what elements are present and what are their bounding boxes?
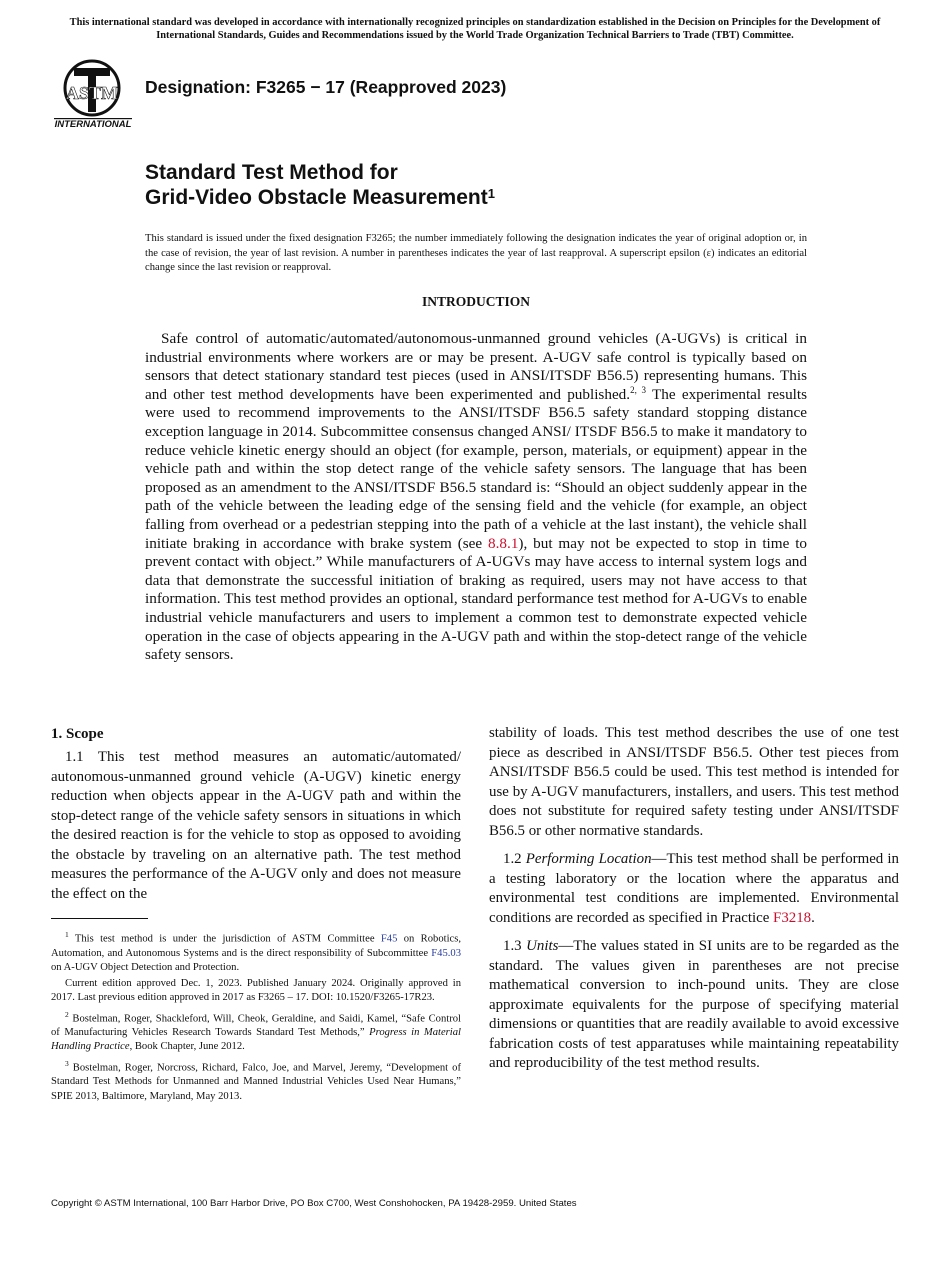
paragraph-1-2-number: 1.2 <box>503 851 526 867</box>
document-title <box>145 160 495 210</box>
paragraph-1-3-number: 1.3 <box>503 938 527 954</box>
paragraph-1-2-term: Performing Location <box>525 851 652 867</box>
top-note: This international standard was developed in accordance with internationally recognized principles on standardization established in the Decision on Principles for the Development of International Standards, Guides and Recommendations issued by the World Trade Organization Technical Barriers to Trade (TBT) Committee. <box>69 17 881 41</box>
paragraph-1-2-end: . <box>811 909 815 926</box>
title-line-1: Standard Test Method for <box>145 161 398 184</box>
designation: Designation: F3265 − 17 (Reapproved 2023) <box>145 77 507 97</box>
footnote-1 <box>51 928 461 975</box>
logo-subtext: INTERNATIONAL <box>54 119 132 130</box>
footnote-2 <box>51 1008 461 1055</box>
footnote-1-text-b: on Robotics, Automation, and Autonomous Systems and is the direct responsibility of Subcommittee <box>51 933 461 959</box>
paragraph-1-2 <box>489 850 899 928</box>
footnote-1-text-a: This test method is under the jurisdiction of ASTM Committee <box>68 933 381 945</box>
footnote-1-mark: 1 <box>65 930 69 939</box>
footnote-3-mark: 3 <box>65 1058 69 1068</box>
paragraph-1-3-text: —The values stated in SI units are to be regarded as the standard. The values given in parentheses are not precise mathematical conversion to inch-pound units. They are close approximate equivalents for the purpose of specifying material dimensions or quantities that are readily available to avoid excessive fabrication costs of test apparatuses while maintaining repeatability and reproducibility of the test method results. <box>489 938 899 1071</box>
introduction-heading: INTRODUCTION <box>421 294 530 309</box>
paragraph-1-3-term: Units <box>526 938 559 954</box>
footnote-divider <box>51 918 148 919</box>
logo-text: ASTM <box>65 83 119 103</box>
footnote-2-text-b: , Book Chapter, June 2012. <box>129 1041 245 1053</box>
link-f45[interactable]: F45 <box>380 933 398 945</box>
title-line-2 <box>145 185 495 210</box>
footnote-3 <box>51 1057 461 1104</box>
paragraph-1-1-continued: stability of loads. This test method describes the use of one test piece as described in ANSI/ITSDF B56.5. Other test pieces from ANSI/ITSDF B56.5 could be used. This test method is intended for use by A-UGV manufacturers, installers, and users. This test method does not substitute for required safety testing under ANSI/ITSDF B56.5 or other normative standards. <box>489 725 899 839</box>
paragraph-1-2-text: —This test method shall be performed in a testing laboratory or the location where the apparatus and environmental test conditions are implemented. Environmental conditions are recorded as specified in Practice <box>489 851 899 926</box>
astm-logo <box>52 56 136 132</box>
introduction-body <box>145 330 807 665</box>
link-f3218[interactable]: F3218 <box>773 909 812 926</box>
paragraph-1-1: 1.1 This test method measures an automatic/automated/ autonomous-unmanned ground vehicle (A-UGV) kinetic energy reduction when objects appear in the A-UGV path and within the stop-detect range of the vehicle safety sensors in situations in which the desired reaction is for the vehicle to stop as opposed to avoiding the obstacle by traveling on an alternative path. The test method measures the performance of the A-UGV only and does not measure the effect on the <box>51 749 461 902</box>
title-footnote-mark: 1 <box>487 186 495 201</box>
footnote-edition: Current edition approved Dec. 1, 2023. Published January 2024. Originally approved in 2017. Last previous edition approved in 2017 as F3265 – 17. DOI: 10.1520/F3265-17R23. <box>51 978 461 1004</box>
paragraph-1-3 <box>489 937 899 1074</box>
issue-note: This standard is issued under the fixed designation F3265; the number immediately following the designation indicates the year of original adoption or, in the case of revision, the year of last revision. A number in parentheses indicates the year of last reapproval. A superscript epsilon (ε) indicates an editorial change since the last revision or reapproval. <box>145 233 807 273</box>
right-column <box>489 724 899 1083</box>
section-heading-scope: 1. Scope <box>51 726 104 742</box>
footnote-2-mark: 2 <box>65 1009 69 1019</box>
intro-text-a: Safe control of automatic/automated/autonomous-unmanned ground vehicles (A-UGVs) is critical in industrial environments where workers are or may be present. A-UGV safe control is typically based on sensors that detect stationary standard test pieces (used in ANSI/ITSDF B56.5) representing humans. This and other test method developments have been experimented and published. <box>145 330 807 403</box>
left-column <box>51 724 461 913</box>
footnote-1-text-c: on A-UGV Object Detection and Protection. <box>51 961 240 973</box>
footnotes <box>51 928 461 1106</box>
footnote-3-text: Bostelman, Roger, Norcross, Richard, Falco, Joe, and Marvel, Jeremy, “Development of Standard Test Methods for Unmanned and Manned Industrial Vehicles Used Near Humans,” SPIE 2013, Baltimore, Maryland, May 2013. <box>51 1062 461 1102</box>
footnote-2-text-a: Bostelman, Roger, Shackleford, Will, Cheok, Geraldine, and Saidi, Kamel, “Safe Control of Manufacturing Vehicles Research Towards Standard Test Methods,” <box>51 1013 461 1039</box>
intro-text-b: The experimental results were used to recommend improvements to the ANSI/ITSDF B56.5 safety standard stopping distance exception language in 2014. Subcommittee consensus changed ANSI/ ITSDF B56.5 to make it mandatory to reduce vehicle kinetic energy should an object (for example, person, materials, or equipment) appear in the vehicle path and within the stop detect range of the vehicle safety sensors. The language that has been proposed as an amendment to the ANSI/ITSDF B56.5 standard is: “Should an object suddenly appear in the path of the vehicle between the leading edge of the sensing field and the vehicle (for example, an object falling from overhead or a pedestrian stepping into the path of a vehicle at the last instant), the vehicle shall initiate braking in accordance with brake system (see <box>145 385 808 552</box>
title-line-2-text: Grid-Video Obstacle Measurement <box>145 186 488 209</box>
copyright: Copyright © ASTM International, 100 Barr Harbor Drive, PO Box C700, West Conshohocken, PA 19428-2959. United States <box>51 1198 577 1209</box>
footnote-2-italic: Progress in Material Handling Practice <box>51 1027 461 1053</box>
section-link-8-8-1[interactable]: 8.8.1 <box>488 534 519 552</box>
link-f45-03[interactable]: F45.03 <box>431 947 461 959</box>
intro-text-c: ), but may not be expected to stop in time to prevent contact with object.” While manufacturers of A-UGVs may have access to internal system logs and data that demonstrate the successful initiation of braking as required, users may not have access to that information. This test method provides an optional, standard performance test method for A-UGVs to enable industrial vehicle manufacturers and users to implement a common test to demonstrate expected vehicle operation in the case of objects appearing in the A-UGV path and within the stop-detect range of the vehicle safety sensors. <box>145 534 808 664</box>
intro-ref-mark: 2, 3 <box>630 384 647 395</box>
